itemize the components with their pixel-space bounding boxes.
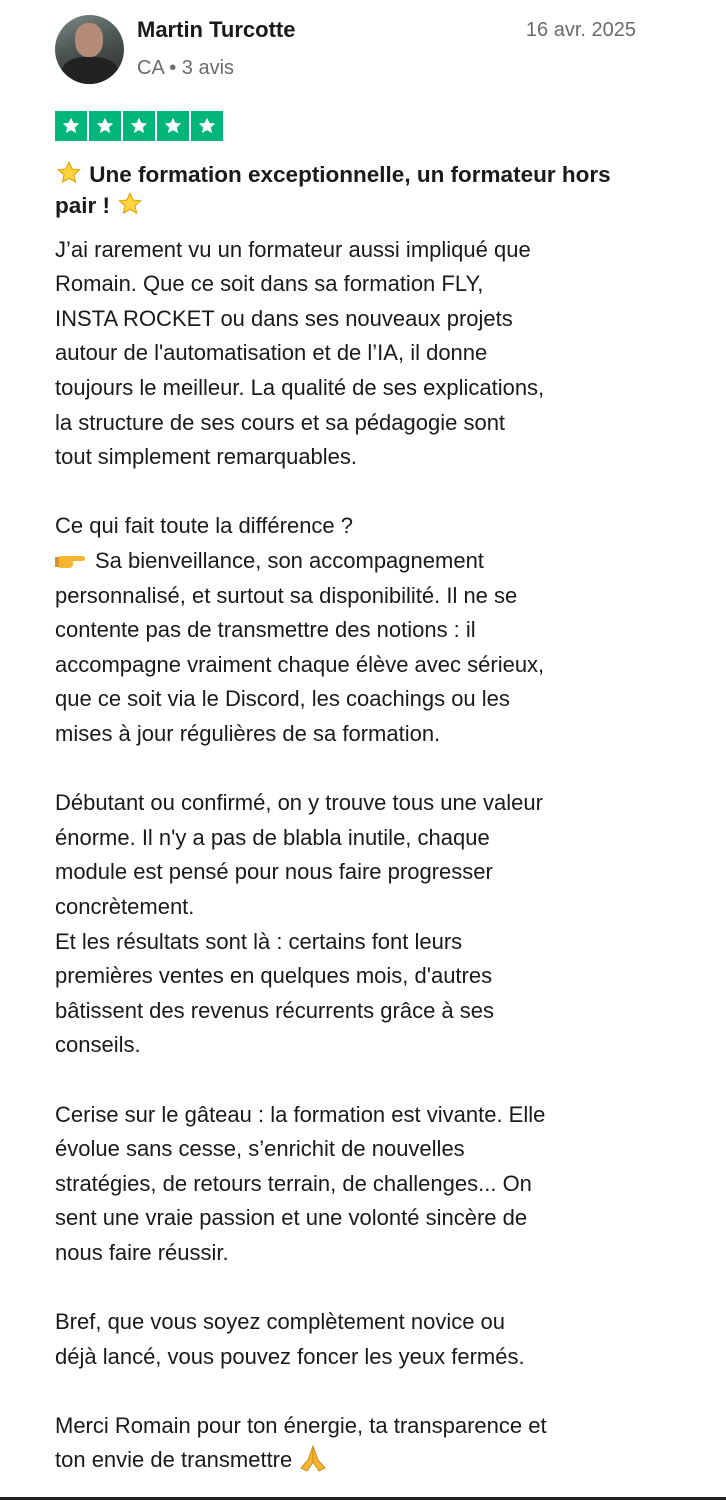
review-line-text: Merci Romain pour ton énergie, ta transparence et <box>55 1412 547 1438</box>
star-emoji-icon <box>55 160 83 186</box>
review-line <box>55 544 547 579</box>
review-line <box>55 855 547 890</box>
review-line-text: Romain. Que ce soit dans sa formation FLY, <box>55 271 484 297</box>
review-line-text: module est pensé pour nous faire progresser <box>55 859 493 885</box>
review-line-text: Cerise sur le gâteau : la formation est vivante. Elle <box>55 1101 546 1127</box>
praying-hands-icon <box>298 1444 328 1472</box>
star-emoji-icon <box>116 191 144 217</box>
review-line <box>55 648 547 683</box>
review-line-text: Bref, que vous soyez complètement novice ou <box>55 1309 506 1335</box>
review-line-text: toujours le meilleur. La qualité de ses explications, <box>55 375 545 401</box>
rating-star-icon <box>55 111 87 141</box>
review-title <box>55 159 655 221</box>
review-line <box>55 1028 547 1063</box>
review-line-text: nous faire réussir. <box>55 1239 229 1265</box>
review-line <box>55 925 547 960</box>
review-line <box>55 579 547 614</box>
rating-star-icon <box>123 111 155 141</box>
review-line <box>55 1409 547 1444</box>
review-line <box>55 1340 547 1375</box>
blank-line <box>55 1271 547 1306</box>
review-line <box>55 1201 547 1236</box>
review-line-text: Sa bienveillance, son accompagnement <box>95 548 484 574</box>
review-line-text: que ce soit via le Discord, les coachings ou les <box>55 686 510 712</box>
review-line-text: conseils. <box>55 1032 141 1058</box>
blank-line <box>55 752 547 787</box>
review-line <box>55 406 547 441</box>
review-line-text: tout simplement remarquables. <box>55 444 358 470</box>
review-line <box>55 821 547 856</box>
review-line-text: la structure de ses cours et sa pédagogie sont <box>55 409 506 435</box>
review-line-text: J’ai rarement vu un formateur aussi impliqué que <box>55 236 531 262</box>
rating-star-icon <box>191 111 223 141</box>
reviewer-meta: CA • 3 avis <box>137 57 235 79</box>
review-date: 16 avr. 2025 <box>525 19 636 41</box>
star-rating <box>55 111 223 141</box>
review-line-text: Débutant ou confirmé, on y trouve tous une valeur <box>55 790 543 816</box>
review-line <box>55 613 547 648</box>
review-line <box>55 1305 547 1340</box>
blank-line <box>55 1063 547 1098</box>
review-line <box>55 440 547 475</box>
review-line-text: bâtissent des revenus récurrents grâce à ses <box>55 997 495 1023</box>
review-line-text: contente pas de transmettre des notions : il <box>55 617 476 643</box>
review-line-text: sent une vraie passion et une volonté sincère de <box>55 1205 528 1231</box>
review-line-text: stratégies, de retours terrain, de challenges... On <box>55 1170 532 1196</box>
review-line-text: concrètement. <box>55 893 195 919</box>
pointing-hand-icon <box>55 550 87 570</box>
review-line-text: mises à jour régulières de sa formation. <box>55 721 441 746</box>
review-line <box>55 267 547 302</box>
avatar-body-shape <box>61 57 119 84</box>
review-line-text: premières ventes en quelques mois, d'autres <box>55 963 493 989</box>
review-line <box>55 717 547 752</box>
rating-star-icon <box>157 111 189 141</box>
avatar-head-shape <box>75 23 103 57</box>
review-line <box>55 1167 547 1202</box>
avatar[interactable] <box>55 15 124 84</box>
review-line <box>55 1132 547 1167</box>
review-line-text: ton envie de transmettre <box>55 1447 293 1473</box>
rating-star-icon <box>89 111 121 141</box>
review-line <box>55 1098 547 1133</box>
review-line-text: évolue sans cesse, s’enrichit de nouvelles <box>55 1136 465 1162</box>
review-line <box>55 302 547 337</box>
review-body <box>55 233 547 1478</box>
review-line <box>55 336 547 371</box>
review-line <box>55 994 547 1029</box>
review-line-text: accompagne vraiment chaque élève avec sérieux, <box>55 651 545 677</box>
review-line-text: énorme. Il n'y a pas de blabla inutile, chaque <box>55 824 490 850</box>
review-line-text: personnalisé, et surtout sa disponibilité. Il ne se <box>55 582 518 608</box>
review-line-text: Ce qui fait toute la différence ? <box>55 513 354 539</box>
review-line-text: autour de l'automatisation et de l’IA, il donne <box>55 340 488 366</box>
review-line-text: Et les résultats sont là : certains font leurs <box>55 928 463 954</box>
review-line <box>55 509 547 544</box>
reviewer-name[interactable]: Martin Turcotte <box>137 17 296 42</box>
blank-line <box>55 475 547 510</box>
review-line-text: déjà lancé, vous pouvez foncer les yeux fermés. <box>55 1343 525 1369</box>
review-line <box>55 233 547 268</box>
review-line <box>55 682 547 717</box>
review-line <box>55 786 547 821</box>
review-line <box>55 1443 547 1478</box>
review-line <box>55 371 547 406</box>
review-line <box>55 959 547 994</box>
blank-line <box>55 1374 547 1409</box>
review-line <box>55 890 547 925</box>
review-title-text: Une formation exceptionnelle, un formateur hors pair ! <box>55 162 611 218</box>
review-line-text: INSTA ROCKET ou dans ses nouveaux projets <box>55 305 513 331</box>
review-line <box>55 1236 547 1271</box>
